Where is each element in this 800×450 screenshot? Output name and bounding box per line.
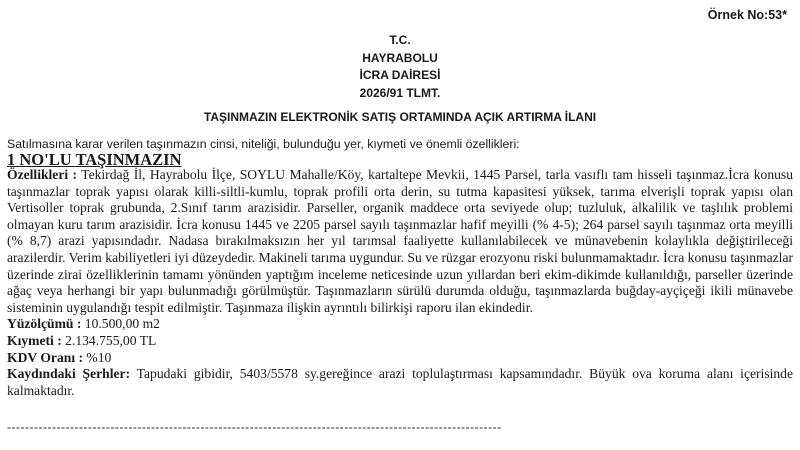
intro-text: Satılmasına karar verilen taşınmazın cinsi, niteliği, bulunduğu yer, kıymeti ve önemli özellikleri:: [7, 137, 520, 151]
property-details: [7, 167, 793, 399]
area-label: Yüzölçümü :: [7, 316, 82, 332]
annotations-label: Kaydındaki Şerhler:: [7, 366, 131, 382]
section-title: 1 NO'LU TAŞINMAZIN: [7, 150, 182, 169]
header-line-office: İCRA DAİRESİ: [359, 68, 441, 82]
kdv-value: %10: [83, 349, 112, 365]
header-line-city: HAYRABOLU: [362, 50, 438, 65]
header-line-file-no: 2026/91 TLMT.: [359, 85, 441, 100]
value-amount: 2.134.755,00 TL: [61, 332, 157, 348]
features-paragraph: [7, 167, 793, 316]
value-line: [7, 333, 793, 350]
separator-line: --------------------------------------------------------------------------------------------------------------: [7, 420, 502, 434]
document-title: TAŞINMAZIN ELEKTRONİK SATIŞ ORTAMINDA AÇIK ARTIRMA İLANI: [203, 110, 597, 124]
annotations-text: Tapudaki gibidir, 5403/5578 sy.gereğince arazi toplulaştırması kapsamındadır. Büyük ova koruma alanı içerisinde kalmaktadır.: [7, 366, 794, 398]
area-value: 10.500,00 m2: [81, 316, 160, 332]
features-label: Özellikleri :: [7, 167, 78, 182]
kdv-line: [7, 350, 793, 367]
document-header: [0, 32, 800, 102]
area-line: [7, 316, 793, 333]
sample-number: Örnek No:53*: [707, 8, 787, 22]
features-text: Tekirdağ İl, Hayrabolu İlçe, SOYLU Mahalle/Köy, kartaltepe Mevkii, 1445 Parsel, tarla vasıflı tam hisseli taşınmaz.İcra konusu taşınmazlar toprak yapısı olarak killi-siltli-kumlu, toprak profili orta derin, su tutma kapasitesi yüksek, tarıma elverişli toprak yapısı olan Vertisoller toprak grubunda, 2.Sınıf tarım arazisidir. Parseller, organik maddece orta seviyede olup; tuzluluk, alkalilik ve taşlılık problemi olmayan kuru tarım arazisidir. İcra konusu 1445 ve 2205 parsel sayılı taşınmazlar hafif meyilli (% 4-5); 264 parsel sayılı taşınmaz orta meyilli (% 8,7) arazi yapısındadır. Nadasa bırakılmaksızın her yıl tarımsal faaliyette kullanılabilecek ve münavebenin kolaylıkla değiştirileceği arazilerdir. Verim kabiliyetleri iyi düzeydedir. Makineli tarıma uygundur. Su ve rüzgar erozyonu riski bulunmamaktadır. İcra konusu taşınmazlar üzerinde zirai özelliklerinin tamamı yönünden yaptığım inceleme neticesinde uzun yıllardan beri ekim-dikimde kullanıldığı, parseller üzerinde ağaç veya herhangi bir yapı bulunmadığı görülmüştür. Taşınmazların sürülü durumda olduğu, taşınmazlarda buğday-ayçiçeği ikili münavebe sisteminin uygulandığı tespit edilmiştir. Taşınmaza ilişkin ayrıntılı bilirkişi raporu ilan ekindedir.: [7, 167, 793, 315]
annotations-paragraph: [7, 366, 793, 399]
kdv-label: KDV Oranı :: [7, 349, 84, 365]
value-label: Kıymeti :: [7, 332, 62, 348]
header-line-tc: T.C.: [389, 33, 411, 47]
